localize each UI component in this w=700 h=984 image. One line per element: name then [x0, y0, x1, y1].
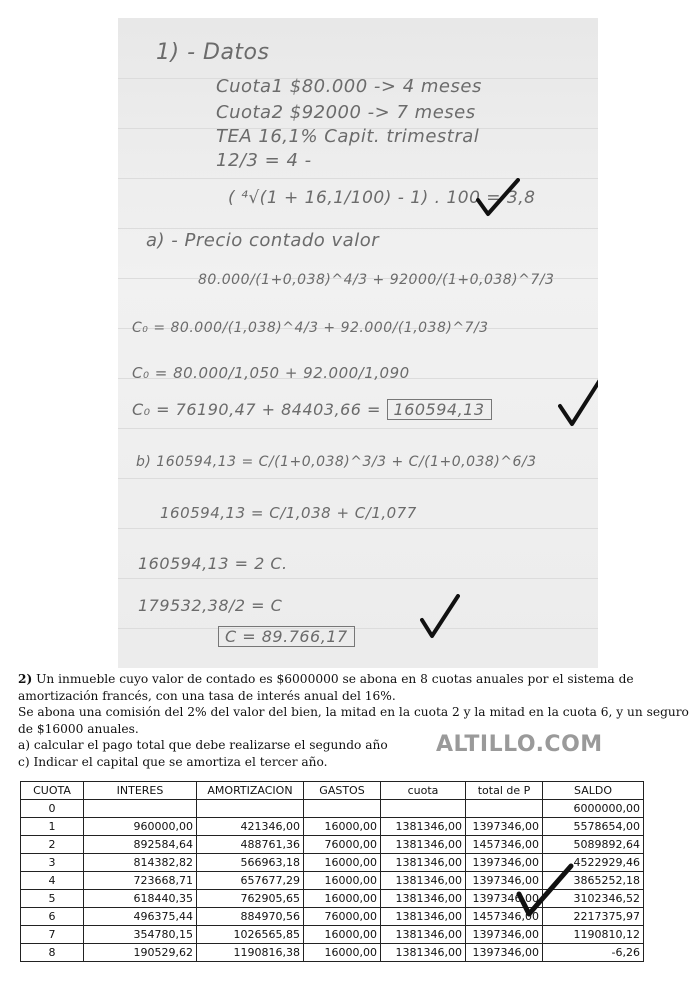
cell-cuota-amount: 1381346,00	[381, 854, 466, 872]
notes-periods: 12/3 = 4 -	[216, 150, 312, 171]
table-row	[21, 926, 644, 944]
cell-saldo: 3102346,52	[543, 890, 644, 908]
problem-commission: Se abona una comisión del 2% del valor del bien, la mitad en la cuota 2 y la mitad en la cuota 6, y un seguro de $16000 anuales.	[18, 705, 689, 736]
cell-cuota-amount: 1381346,00	[381, 818, 466, 836]
cell-cuota-amount: 1381346,00	[381, 926, 466, 944]
cell-interes: 190529,62	[84, 944, 197, 962]
notes-precio-formula: 80.000/(1+0,038)^4/3 + 92000/(1+0,038)^7/3	[198, 272, 555, 288]
cell-total: 1397346,00	[466, 926, 543, 944]
cell-saldo: 5578654,00	[543, 818, 644, 836]
watermark: ALTILLO.COM	[436, 732, 603, 757]
problem-number: 2)	[18, 672, 33, 686]
cell-amortizacion: 657677,29	[197, 872, 304, 890]
cell-interes: 723668,71	[84, 872, 197, 890]
table-row	[21, 836, 644, 854]
cell-cuota: 4	[21, 872, 84, 890]
cell-interes: 496375,44	[84, 908, 197, 926]
checkmark-icon	[476, 178, 520, 218]
cell-cuota: 7	[21, 926, 84, 944]
cell-gastos: 16000,00	[304, 944, 381, 962]
cell-amortizacion: 488761,36	[197, 836, 304, 854]
notes-b-line1: b) 160594,13 = C/(1+0,038)^3/3 + C/(1+0,038)^6/3	[136, 454, 537, 470]
col-total: total de P	[466, 782, 543, 800]
cell-saldo: 6000000,00	[543, 800, 644, 818]
cell-amortizacion	[197, 800, 304, 818]
cell-total: 1457346,00	[466, 836, 543, 854]
cell-cuota: 0	[21, 800, 84, 818]
problem-item-a: a) calcular el pago total que debe realizarse el segundo año	[18, 738, 388, 752]
cell-gastos: 16000,00	[304, 872, 381, 890]
cell-amortizacion: 1190816,38	[197, 944, 304, 962]
cell-saldo: 5089892,64	[543, 836, 644, 854]
cell-interes: 814382,82	[84, 854, 197, 872]
cell-saldo: 3865252,18	[543, 872, 644, 890]
cell-cuota-amount	[381, 800, 466, 818]
notes-cuota2: Cuota2 $92000 -> 7 meses	[216, 102, 476, 123]
cell-cuota: 6	[21, 908, 84, 926]
col-amortizacion: AMORTIZACION	[197, 782, 304, 800]
cell-cuota: 2	[21, 836, 84, 854]
cell-amortizacion: 884970,56	[197, 908, 304, 926]
cell-amortizacion: 1026565,85	[197, 926, 304, 944]
cell-gastos	[304, 800, 381, 818]
notes-b-result: C = 89.766,17	[218, 626, 355, 647]
cell-saldo: -6,26	[543, 944, 644, 962]
col-saldo: SALDO	[543, 782, 644, 800]
cell-gastos: 76000,00	[304, 836, 381, 854]
col-interes: INTERES	[84, 782, 197, 800]
cell-cuota-amount: 1381346,00	[381, 944, 466, 962]
cell-saldo: 2217375,97	[543, 908, 644, 926]
notes-heading-datos: 1) - Datos	[156, 40, 270, 65]
cell-cuota-amount: 1381346,00	[381, 836, 466, 854]
cell-interes	[84, 800, 197, 818]
notes-rate-formula: ( ⁴√(1 + 16,1/100) - 1) . 100 = 3,8	[228, 188, 536, 208]
cell-cuota-amount: 1381346,00	[381, 908, 466, 926]
notes-tea: TEA 16,1% Capit. trimestral	[216, 126, 480, 147]
cell-interes: 618440,35	[84, 890, 197, 908]
cell-amortizacion: 566963,18	[197, 854, 304, 872]
problem-paragraph	[18, 671, 698, 704]
cell-gastos: 16000,00	[304, 926, 381, 944]
notes-b-line4: 179532,38/2 = C	[138, 596, 283, 615]
table-header-row	[21, 782, 644, 800]
notes-c0-result: 160594,13	[387, 399, 492, 420]
notes-c0-sum: C₀ = 76190,47 + 84403,66 =	[132, 400, 381, 419]
notes-cuota1: Cuota1 $80.000 -> 4 meses	[216, 76, 482, 97]
col-cuota-amount: cuota	[381, 782, 466, 800]
cell-total: 1397346,00	[466, 854, 543, 872]
cell-total: 1397346,00	[466, 890, 543, 908]
table-row	[21, 800, 644, 818]
cell-total: 1397346,00	[466, 944, 543, 962]
cell-interes: 960000,00	[84, 818, 197, 836]
cell-amortizacion: 421346,00	[197, 818, 304, 836]
checkmark-icon	[558, 378, 598, 428]
cell-total: 1457346,00	[466, 908, 543, 926]
table-row	[21, 944, 644, 962]
cell-gastos: 16000,00	[304, 854, 381, 872]
problem-item-b: c) Indicar el capital que se amortiza el tercer año.	[18, 754, 328, 769]
cell-saldo: 4522929,46	[543, 854, 644, 872]
cell-total	[466, 800, 543, 818]
cell-cuota: 3	[21, 854, 84, 872]
notes-c0-line3	[132, 400, 492, 419]
checkmark-icon	[515, 860, 575, 920]
cell-saldo: 1190810,12	[543, 926, 644, 944]
cell-cuota-amount: 1381346,00	[381, 890, 466, 908]
table-row	[21, 818, 644, 836]
cell-total: 1397346,00	[466, 818, 543, 836]
cell-amortizacion: 762905,65	[197, 890, 304, 908]
cell-gastos: 16000,00	[304, 890, 381, 908]
notes-c0-line2: C₀ = 80.000/1,050 + 92.000/1,090	[132, 364, 410, 382]
notes-b-line3: 160594,13 = 2 C.	[138, 554, 288, 573]
notes-b-line2: 160594,13 = C/1,038 + C/1,077	[160, 504, 417, 522]
problem-text: Un inmueble cuyo valor de contado es $6000000 se abona en 8 cuotas anuales por el sistema de amortización francés, con una tasa de interés anual del 16%.	[18, 672, 634, 703]
cell-gastos: 76000,00	[304, 908, 381, 926]
cell-cuota: 5	[21, 890, 84, 908]
checkmark-icon	[420, 594, 460, 640]
col-gastos: GASTOS	[304, 782, 381, 800]
cell-interes: 354780,15	[84, 926, 197, 944]
notes-heading-precio: a) - Precio contado valor	[146, 230, 380, 251]
cell-cuota: 1	[21, 818, 84, 836]
cell-gastos: 16000,00	[304, 818, 381, 836]
col-cuota: CUOTA	[21, 782, 84, 800]
cell-total: 1397346,00	[466, 872, 543, 890]
cell-cuota-amount: 1381346,00	[381, 872, 466, 890]
notes-c0-line1: C₀ = 80.000/(1,038)^4/3 + 92.000/(1,038)^7/3	[132, 320, 489, 336]
cell-interes: 892584,64	[84, 836, 197, 854]
cell-cuota: 8	[21, 944, 84, 962]
handwritten-notes-photo	[118, 18, 598, 668]
